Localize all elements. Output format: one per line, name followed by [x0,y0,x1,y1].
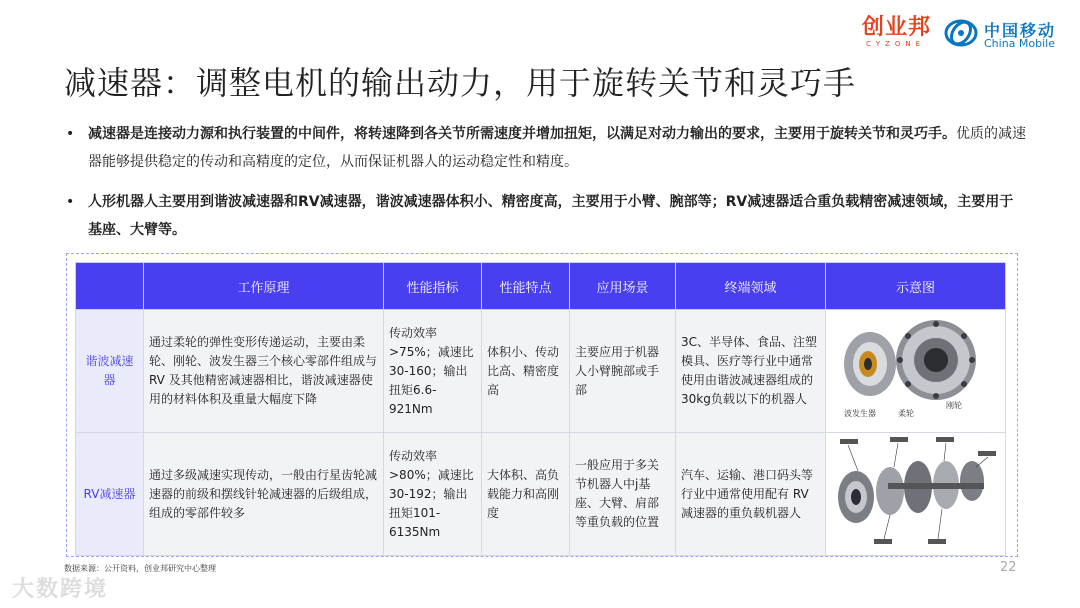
bullet-text: 优质的减速器能够提供稳定的传动和高精度的定位，从而保证机器人的运动稳定性和精度。 [88,126,1026,170]
watermark: 大数跨境 [12,577,109,602]
row-name: RV减速器 [76,433,144,556]
cell-diagram [826,310,1006,433]
harmonic-reducer-diagram [828,312,1000,424]
page-title: 减速器：调整电机的输出动力，用于旋转关节和灵巧手 [64,64,857,102]
cell-metrics: 传动效率>80%；减速比30-192；输出扭矩101-6135Nm [384,433,482,556]
china-mobile-zh: 中国移动 [984,21,1057,40]
reducer-comparison-table [75,262,1006,556]
header-scenario: 应用场景 [570,263,676,310]
cell-principle: 通过柔轮的弹性变形传递运动，主要由柔轮、刚轮、波发生器三个核心零部件组成与 RV 及其他精密减速器相比，谐波减速器使用的材料体积及重量大幅度下降 [144,310,384,433]
china-mobile-en: China Mobile [984,37,1056,50]
header-terminal: 终端领域 [676,263,826,310]
china-mobile-icon [944,18,978,48]
bullet-item [66,120,1026,176]
bullet-list [66,120,1026,256]
cell-diagram [826,433,1006,556]
cyzone-logo-en: CYZONE [866,40,926,48]
header-features: 性能特点 [482,263,570,310]
row-name: 谐波减速器 [76,310,144,433]
cell-scenario: 主要应用于机器人小臂腕部或手部 [570,310,676,433]
cell-features: 大体积、高负载能力和高刚度 [482,433,570,556]
header-metrics: 性能指标 [384,263,482,310]
diagram-label-circular-spline: 刚轮 [946,401,962,410]
header-empty [76,263,144,310]
cell-scenario: 一般应用于多关节机器人中j基座、大臂、肩部等重负载的位置 [570,433,676,556]
table-row [76,310,1006,433]
bullet-dot-icon: • [66,194,75,210]
bullet-dot-icon: • [66,126,75,142]
bullet-bold-text: 人形机器人主要用到谐波减速器和RV减速器，谐波减速器体积小、精密度高，主要用于小臂、腕部等；RV减速器适合重负载精密减速领域，主要用于基座、大臂等。 [88,194,1014,238]
header-diagram: 示意图 [826,263,1006,310]
table-row [76,433,1006,556]
comparison-table-container [66,253,1018,557]
bullet-item [66,188,1026,244]
cell-terminal: 3C、半导体、食品、注塑模具、医疗等行业中通常使用由谐波减速器组成的30kg负载以下的机器人 [676,310,826,433]
page-number: 22 [1000,560,1017,575]
source-footnote: 数据来源：公开资料，创业邦研究中心整理 [64,564,216,573]
cell-terminal: 汽车、运输、港口码头等行业中通常使用配有 RV 减速器的重负载机器人 [676,433,826,556]
bullet-bold-text: 减速器是连接动力源和执行装置的中间件，将转速降到各关节所需速度并增加扭矩，以满足对动力输出的要求，主要用于旋转关节和灵巧手。 [88,126,956,142]
diagram-label-flexspline: 柔轮 [898,409,914,418]
header-principle: 工作原理 [144,263,384,310]
china-mobile-logo [944,16,1064,52]
cyzone-logo [862,16,932,50]
diagram-label-wave-generator: 波发生器 [844,409,876,418]
cyzone-logo-text: 创业邦 [862,15,932,40]
cell-metrics: 传动效率>75%；减速比30-160；输出扭矩6.6-921Nm [384,310,482,433]
rv-reducer-diagram [828,435,1000,547]
cell-features: 体积小、传动比高、精密度高 [482,310,570,433]
cell-principle: 通过多级减速实现传动，一般由行星齿轮减速器的前级和摆线针轮减速器的后级组成，组成的零部件较多 [144,433,384,556]
table-header-row [76,263,1006,310]
